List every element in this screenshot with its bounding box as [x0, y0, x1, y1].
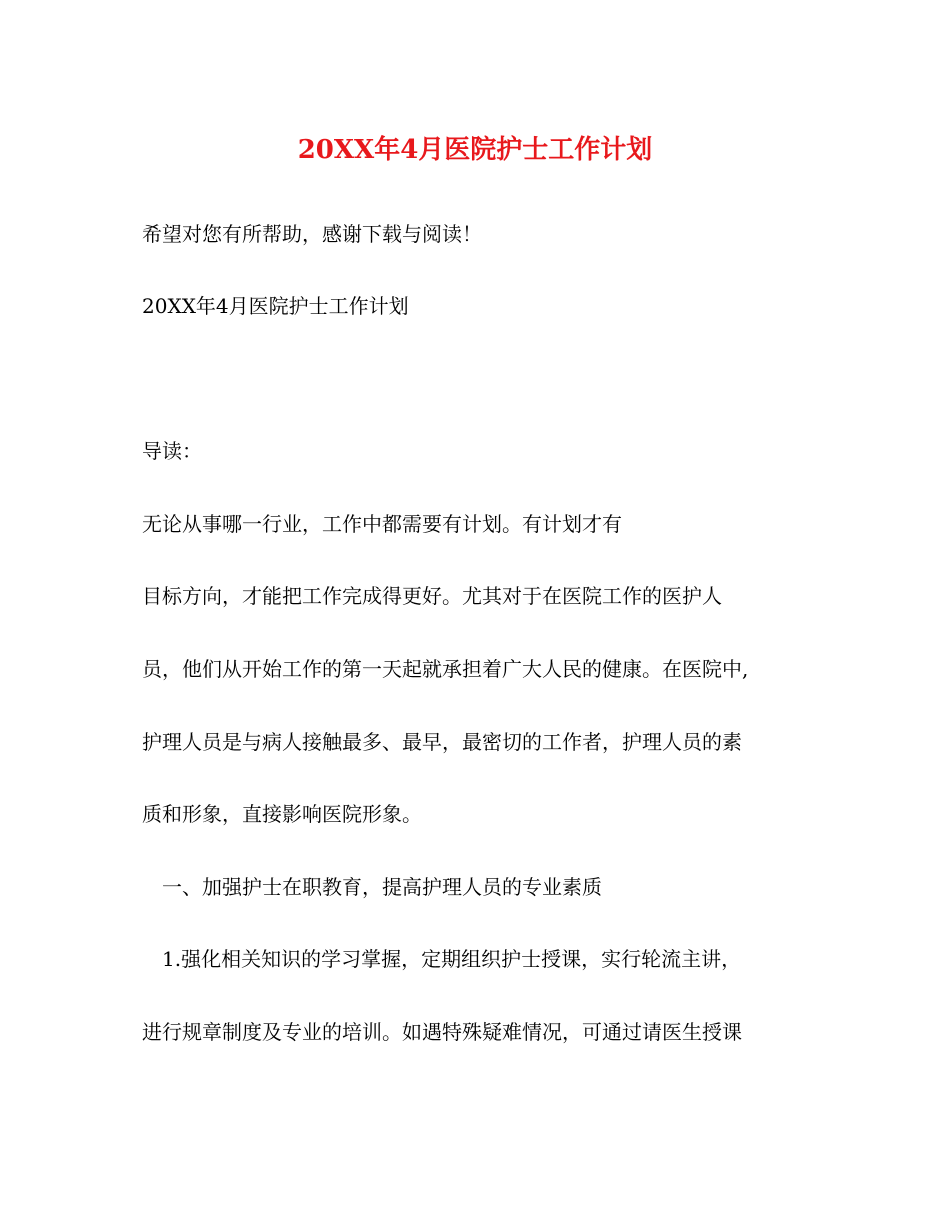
- body-line: 无论从事哪一行业，工作中都需要有计划。有计划才有: [142, 512, 622, 536]
- section-heading: 一、加强护士在职教育，提高护理人员的专业素质: [162, 875, 602, 899]
- body-line: 进行规章制度及专业的培训。如遇特殊疑难情况，可通过请医生授课: [142, 1020, 742, 1044]
- guide-heading: 导读：: [142, 439, 202, 463]
- body-line: 目标方向，才能把工作完成得更好。尤其对于在医院工作的医护人: [142, 584, 722, 608]
- document-title: 20XX年4月医院护士工作计划: [297, 135, 653, 165]
- body-line: 员，他们从开始工作的第一天起就承担着广大人民的健康。在医院中,: [142, 657, 749, 681]
- body-line: 护理人员是与病人接触最多、最早，最密切的工作者，护理人员的素: [142, 730, 742, 754]
- intro-note: 希望对您有所帮助，感谢下载与阅读！: [142, 222, 482, 246]
- body-line: 质和形象，直接影响医院形象。: [142, 802, 422, 826]
- body-line: 1.强化相关知识的学习掌握，定期组织护士授课，实行轮流主讲，: [162, 947, 742, 971]
- subtitle-line: 20XX年4月医院护士工作计划: [142, 294, 409, 318]
